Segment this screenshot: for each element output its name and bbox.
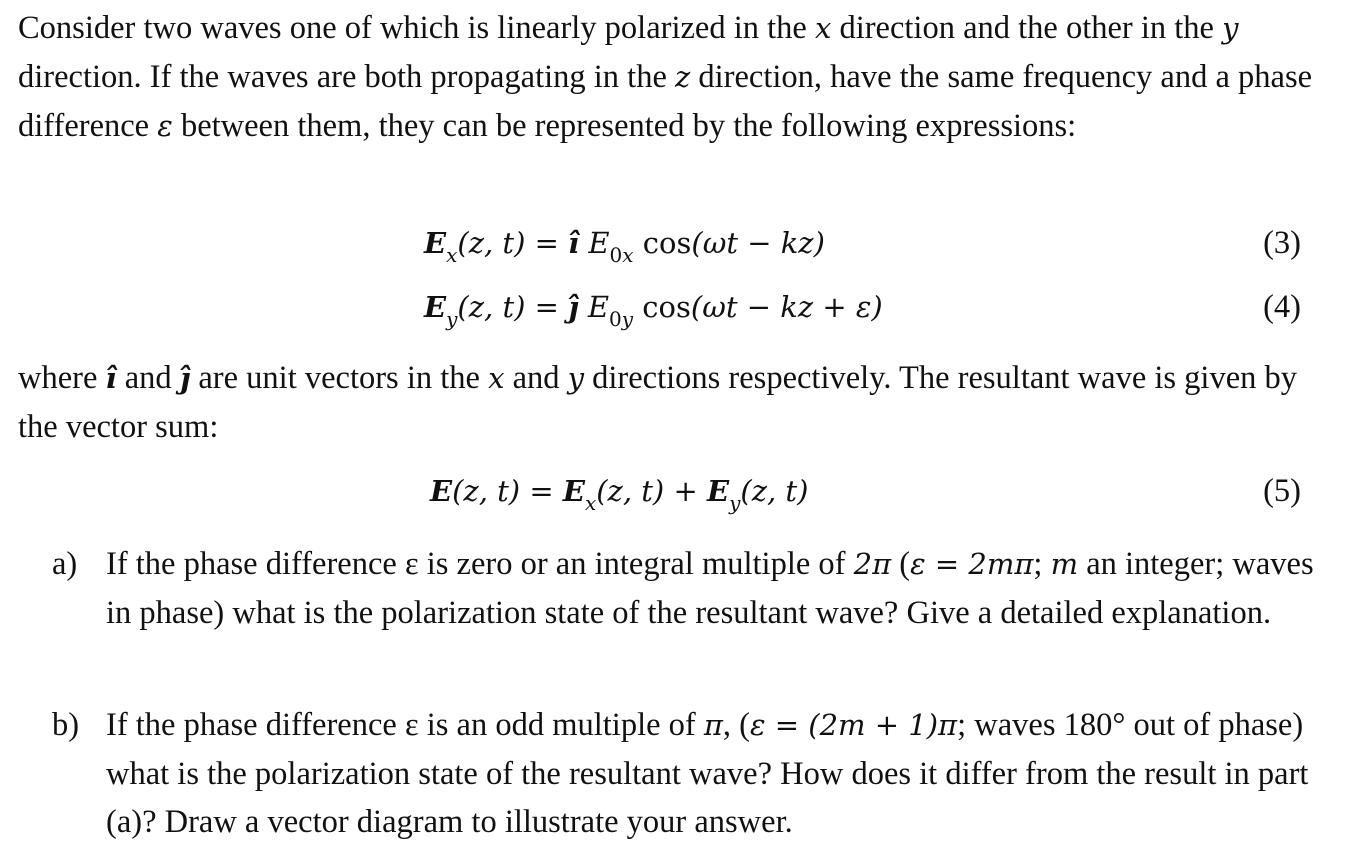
y-variable: y [1222, 11, 1239, 45]
ex-arguments: (z, t) = [457, 226, 569, 260]
question-b-text-3: ; waves 180° out of phase) what is the polarization state of the resultant wave? How does it differ from the result in part (a)? Draw a vector diagram to illustrate your answer. [106, 707, 1309, 840]
where-text-3: are unit vectors in the [190, 360, 489, 396]
z-variable: z [675, 60, 691, 94]
ey-vector: E [706, 474, 730, 508]
equation-3-body [424, 218, 825, 280]
e0y-subscript-var: y [621, 307, 634, 331]
ey-arguments: (z, t) [740, 474, 809, 508]
intro-text-5: between them, they can be represented by the following expressions: [172, 108, 1077, 144]
i-hat-symbol: î [105, 361, 117, 395]
equation-5 [0, 466, 1359, 516]
question-a-text [106, 540, 1316, 637]
intro-text-1: Consider two waves one of which is linearly polarized in the [18, 10, 815, 46]
question-a-marker: a) [52, 546, 78, 582]
two-pi: 2π [853, 547, 892, 581]
pi-symbol: π [703, 708, 723, 742]
epsilon-equation: ε = 2mπ [910, 547, 1034, 581]
ey-subscript: y [729, 491, 741, 515]
i-hat-unit-vector: î [568, 226, 580, 260]
ex-vector: E [562, 474, 585, 508]
cos-function: cos [633, 226, 692, 260]
question-b-text [106, 701, 1316, 847]
where-text-5: directions respectively. The resultant wave is given by the vector sum: [18, 360, 1298, 445]
where-paragraph [18, 354, 1338, 452]
where-text-4: and [504, 360, 568, 396]
e0x-subscript-var: x [622, 243, 634, 267]
cos-arguments: (ωt − kz + ε) [690, 290, 883, 324]
equation-number-4: (4) [1263, 289, 1301, 325]
x-variable: x [488, 361, 505, 395]
intro-text-2: direction and the other in the [831, 10, 1223, 46]
epsilon-symbol: ε [157, 109, 173, 143]
equation-4 [0, 282, 1359, 332]
ex-vector: E [424, 226, 447, 260]
ey-arguments: (z, t) = [457, 290, 569, 324]
question-a-text-2: ( [891, 546, 911, 582]
intro-text-3: direction. If the waves are both propagating in the [18, 59, 675, 95]
question-b-text-1: If the phase difference ε is an odd multiple of [106, 707, 704, 743]
equation-5-body [430, 466, 808, 528]
where-text-2: and [116, 360, 180, 396]
e-vector: E [430, 474, 453, 508]
question-a-text-3: ; [1033, 546, 1051, 582]
question-a [52, 540, 1312, 690]
e0x-amplitude: E [579, 226, 610, 260]
ex-subscript: x [446, 243, 458, 267]
equation-number-5: (5) [1263, 473, 1301, 509]
e0y-amplitude: E [578, 290, 610, 324]
intro-text-4: direction, have the same frequency and a phase difference [18, 59, 1313, 144]
ey-vector: E [424, 290, 447, 324]
e0y-subscript-digit: 0 [609, 307, 622, 331]
m-variable: m [1050, 547, 1079, 581]
cos-function: cos [633, 290, 691, 324]
question-a-text-4: an integer; waves in phase) what is the polarization state of the resultant wave? Give a detailed explanation. [106, 546, 1314, 631]
question-a-text-1: If the phase difference ε is zero or an integral multiple of [106, 546, 854, 582]
x-variable: x [814, 11, 832, 45]
y-variable: y [567, 361, 585, 395]
equation-4-body [424, 282, 883, 344]
e-arguments: (z, t) = [452, 474, 563, 508]
j-hat-symbol: ĵ [179, 361, 191, 395]
question-b-marker: b) [52, 707, 80, 743]
ex-subscript: x [584, 491, 597, 515]
epsilon-equation: ε = (2m + 1)π [750, 708, 958, 742]
question-b [52, 701, 1312, 851]
ex-arguments: (z, t) + [596, 474, 707, 508]
equation-number-3: (3) [1263, 225, 1301, 261]
cos-arguments: (ωt − kz) [691, 226, 825, 260]
equation-3 [0, 218, 1359, 268]
ey-subscript: y [446, 307, 458, 331]
where-text-1: where [18, 360, 106, 396]
j-hat-unit-vector: ĵ [568, 290, 579, 324]
e0x-subscript-digit: 0 [609, 243, 623, 267]
question-b-text-2: , ( [722, 707, 750, 743]
intro-paragraph [18, 4, 1338, 151]
